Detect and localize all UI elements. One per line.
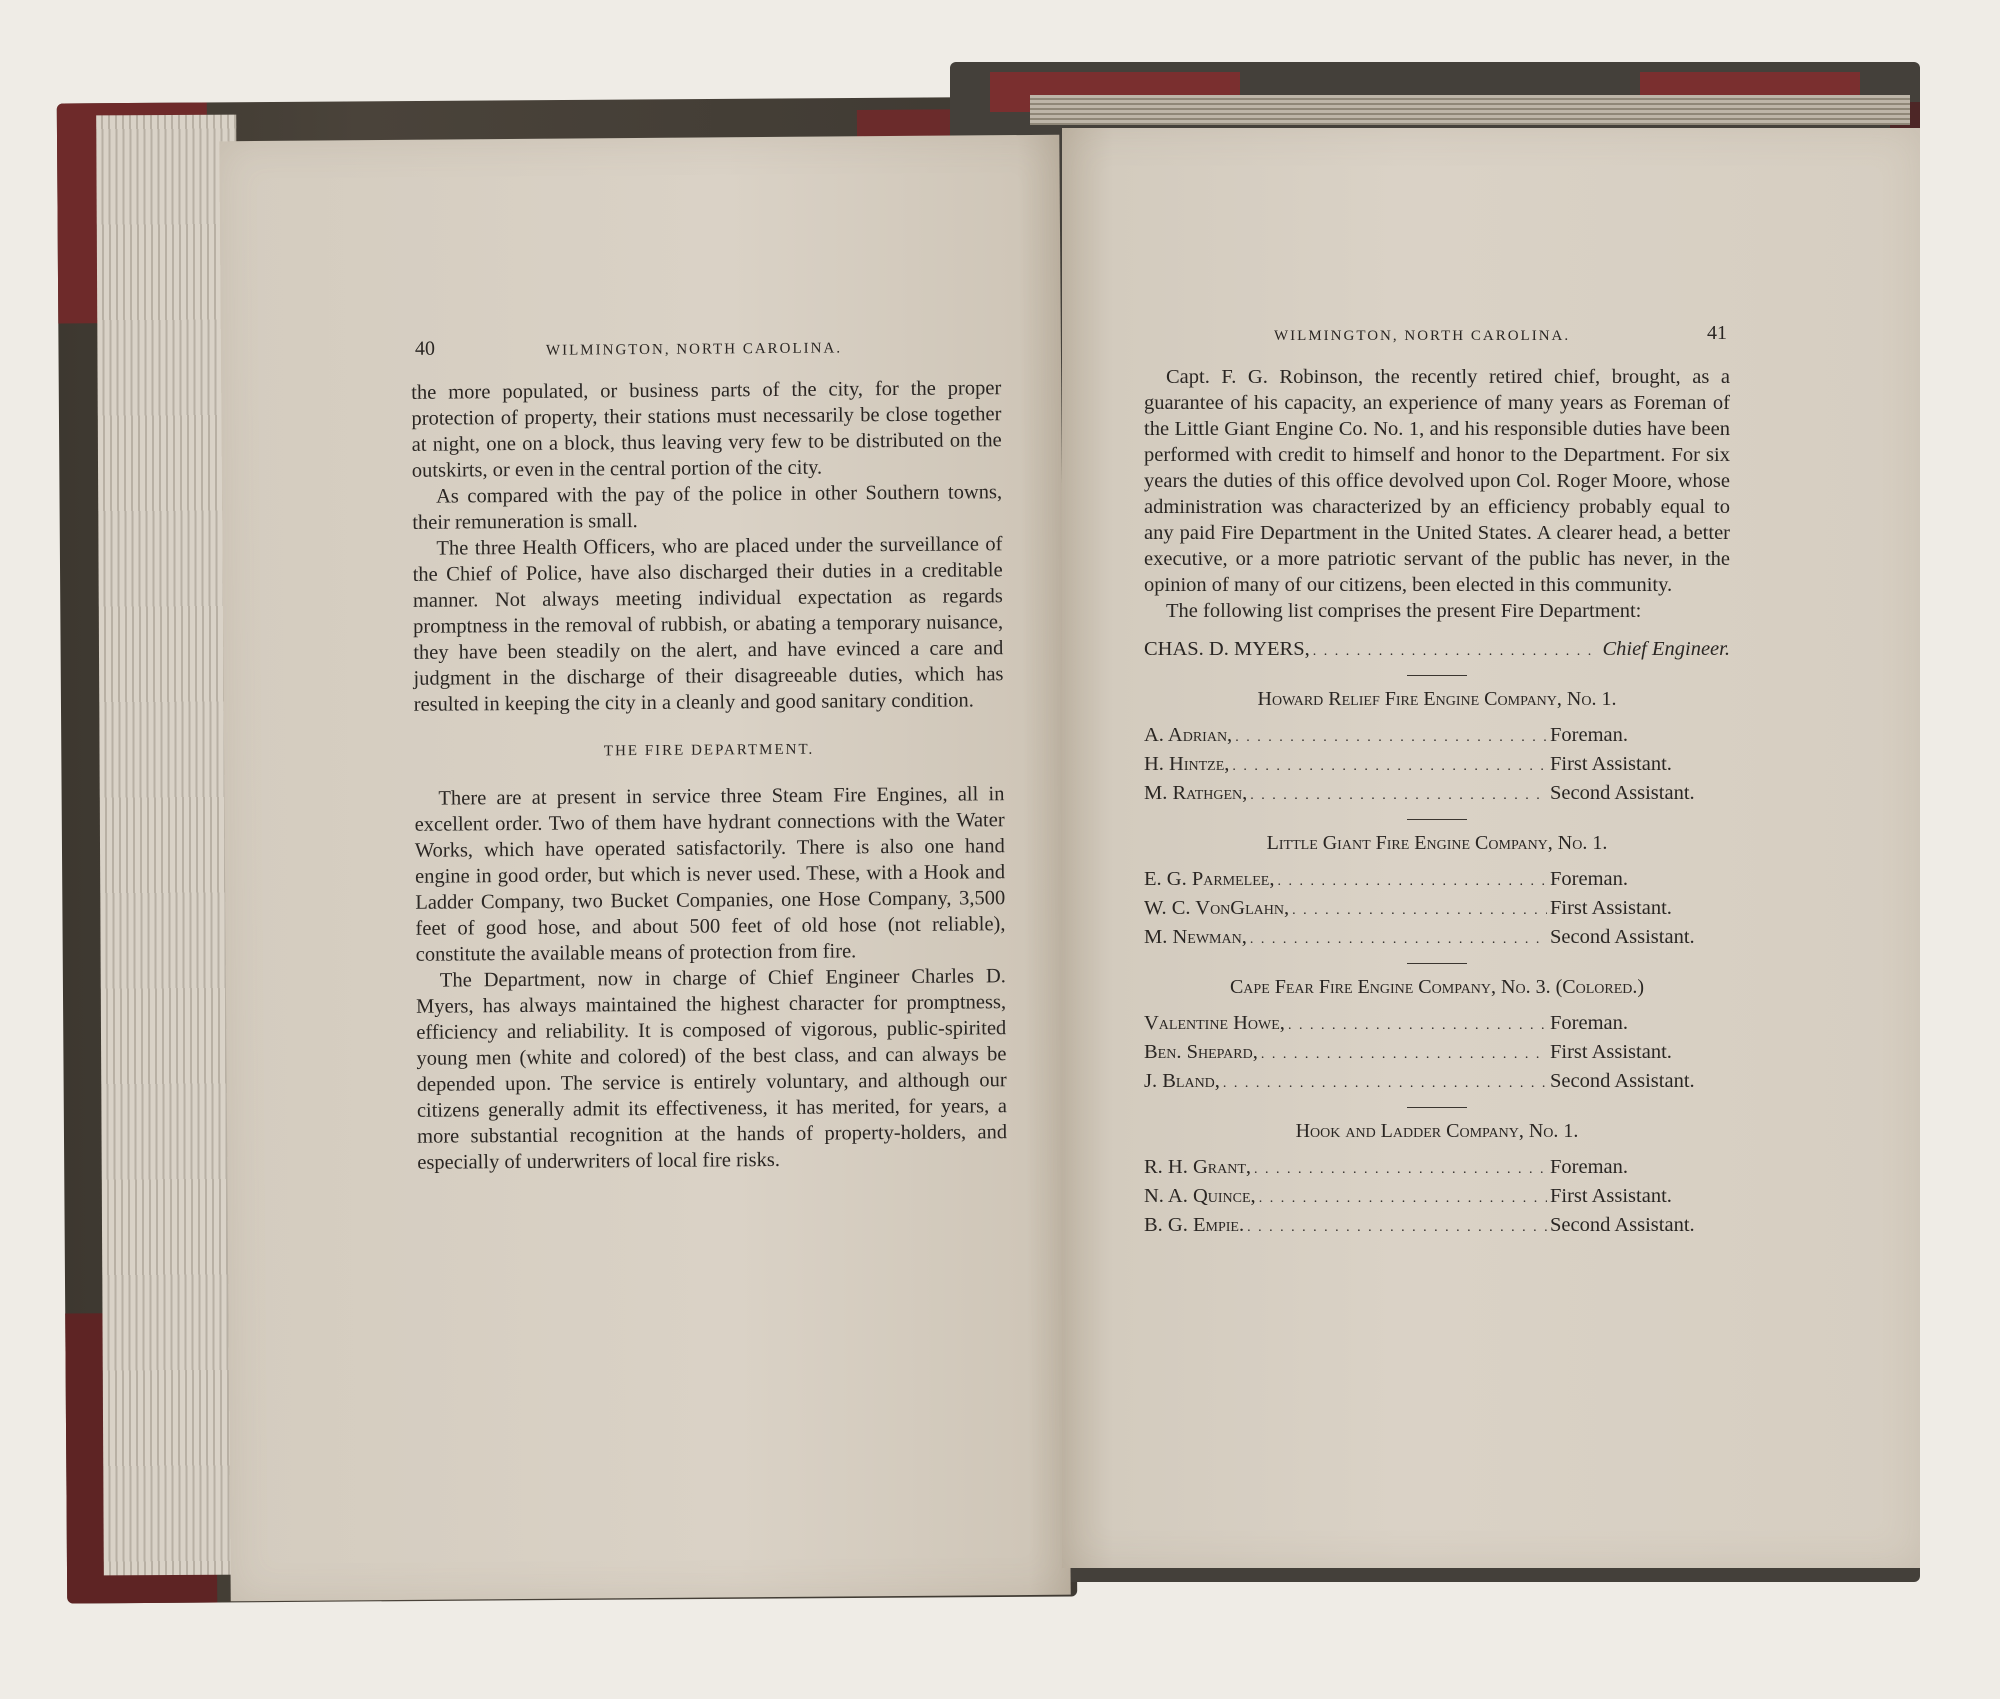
right-body-text xyxy=(1144,364,1730,1241)
paragraph: the more populated, or business parts of the city, for the proper protection of property, their stations must necessarily be close together at night, one on a block, thus leaving very few to be distributed on the outskirts, or even in the central portion of the city. xyxy=(411,377,1002,482)
member-role: Foreman. xyxy=(1550,1012,1628,1034)
member-role: Second Assistant. xyxy=(1550,782,1695,804)
company-heading: Little Giant Fire Engine Company, No. 1. xyxy=(1266,832,1608,854)
divider-rule xyxy=(1407,819,1467,820)
member-role: Second Assistant. xyxy=(1550,1214,1695,1236)
dot-leader xyxy=(1254,1157,1547,1183)
member-name: Valentine Howe, xyxy=(1144,1012,1285,1034)
company-heading: Hook and Ladder Company, No. 1. xyxy=(1295,1120,1579,1142)
company-heading: Cape Fear Fire Engine Company, No. 3. (Colored.) xyxy=(1229,976,1645,998)
running-head: WILMINGTON, NORTH CAROLINA. xyxy=(545,340,843,359)
dot-leader xyxy=(1235,725,1547,751)
roster-row xyxy=(1144,866,1730,895)
member-name: W. C. VonGlahn, xyxy=(1144,897,1290,919)
dot-leader xyxy=(1261,1042,1547,1068)
page-number: 41 xyxy=(1707,322,1727,344)
member-role: Foreman. xyxy=(1550,868,1628,890)
member-name: H. Hintze, xyxy=(1144,753,1230,775)
dot-leader xyxy=(1277,869,1547,895)
roster-row xyxy=(1144,1212,1730,1241)
member-name: B. G. Empie. xyxy=(1144,1214,1245,1236)
member-name: Ben. Shepard, xyxy=(1144,1041,1258,1063)
paragraph: The Department, now in charge of Chief Engineer Charles D. Myers, has always maintained the highest character for promptness, efficiency and reliability. It is composed of vigorous, public-spirited young men (white and colored) of the best class, and can always be depended upon. The service is entirely voluntary, and although our citizens generally admit its effectiveness, it has merited, for years, a more substantial recognition at the hands of property-holders, and especially of underwriters of local fire risks. xyxy=(415,965,1008,1174)
dot-leader xyxy=(1250,927,1547,953)
company-heading: Howard Relief Fire Engine Company, No. 1. xyxy=(1257,688,1617,710)
dot-leader xyxy=(1292,898,1547,924)
member-role: Second Assistant. xyxy=(1550,1070,1695,1092)
dot-leader xyxy=(1247,1215,1547,1241)
member-name: M. Newman, xyxy=(1144,926,1247,948)
left-page xyxy=(219,135,1070,1602)
member-name: J. Bland, xyxy=(1144,1070,1220,1092)
member-name: R. H. Grant, xyxy=(1144,1156,1252,1178)
roster-row xyxy=(1144,751,1730,780)
member-role: First Assistant. xyxy=(1550,1041,1672,1063)
dot-leader xyxy=(1313,639,1600,665)
roster-row xyxy=(1144,924,1730,953)
roster-row xyxy=(1144,1039,1730,1068)
paragraph: Capt. F. G. Robinson, the recently retired chief, brought, as a guarantee of his capacity, an experience of many years as Foreman of the Little Giant Engine Co. No. 1, and his responsible duties have been performed with credit to himself and honor to the Department. For six years the duties of this office devolved upon Col. Roger Moore, whose administration was characterized by an efficiency probably equal to any paid Fire Department in the United States. A clearer head, a better executive, or a more patriotic servant of the public has never, in the opinion of many of our citizens, been elected in this community. xyxy=(1144,366,1730,596)
divider-rule xyxy=(1407,963,1467,964)
paragraph: The following list comprises the present Fire Department: xyxy=(1166,600,1642,622)
member-role: Foreman. xyxy=(1550,1156,1628,1178)
dot-leader xyxy=(1223,1071,1547,1097)
chief-role: Chief Engineer. xyxy=(1602,638,1730,660)
chief-name: CHAS. D. MYERS, xyxy=(1144,638,1310,660)
roster-row xyxy=(1144,1068,1730,1097)
page-stack-top xyxy=(1030,95,1910,125)
dot-leader xyxy=(1250,783,1547,809)
running-head: WILMINGTON, NORTH CAROLINA. xyxy=(1274,328,1571,344)
dot-leader xyxy=(1288,1013,1547,1039)
member-name: M. Rathgen, xyxy=(1144,782,1248,804)
divider-rule xyxy=(1407,1107,1467,1108)
member-role: Foreman. xyxy=(1550,724,1628,746)
paragraph: There are at present in service three Steam Fire Engines, all in excellent order. Two of them have hydrant connections with the Water Works, which have operated satisfactorily. There is also one hand engine in good order, but which is never used. These, with a Hook and Ladder Company, two Bucket Companies, one Hose Company, 3,500 feet of good hose, and about 500 feet of old hose (not reliable), constitute the available means of protection from fire. xyxy=(414,783,1006,966)
page-number: 40 xyxy=(414,337,436,360)
roster-row xyxy=(1144,1154,1730,1183)
member-name: A. Adrian, xyxy=(1144,724,1233,746)
roster-row xyxy=(1144,780,1730,809)
member-role: Second Assistant. xyxy=(1550,926,1695,948)
member-role: First Assistant. xyxy=(1550,753,1672,775)
roster-row xyxy=(1144,722,1730,751)
dot-leader xyxy=(1259,1186,1547,1212)
roster-row xyxy=(1144,895,1730,924)
left-body-text xyxy=(411,375,1007,1176)
member-role: First Assistant. xyxy=(1550,1185,1672,1207)
dot-leader xyxy=(1232,754,1547,780)
paragraph: The three Health Officers, who are placed under the surveillance of the Chief of Police, have also discharged their duties in a creditable manner. Not always meeting individual expectation as regards promptness in the removal of rubbish, or abating a temporary nuisance, they have been steadily on the alert, and have evinced a care and judgment in the discharge of their disagreeable duties, which has resulted in keeping the city in a cleanly and good sanitary condition. xyxy=(412,533,1004,716)
paragraph: As compared with the pay of the police in other Southern towns, their remuneration is small. xyxy=(412,481,1003,534)
member-role: First Assistant. xyxy=(1550,897,1672,919)
right-page xyxy=(1062,128,1920,1568)
section-heading: THE FIRE DEPARTMENT. xyxy=(603,741,815,760)
member-name: E. G. Parmelee, xyxy=(1144,868,1275,890)
chief-row xyxy=(1144,636,1730,665)
roster-row xyxy=(1144,1010,1730,1039)
divider-rule xyxy=(1407,675,1467,676)
member-name: N. A. Quince, xyxy=(1144,1185,1256,1207)
roster-row xyxy=(1144,1183,1730,1212)
